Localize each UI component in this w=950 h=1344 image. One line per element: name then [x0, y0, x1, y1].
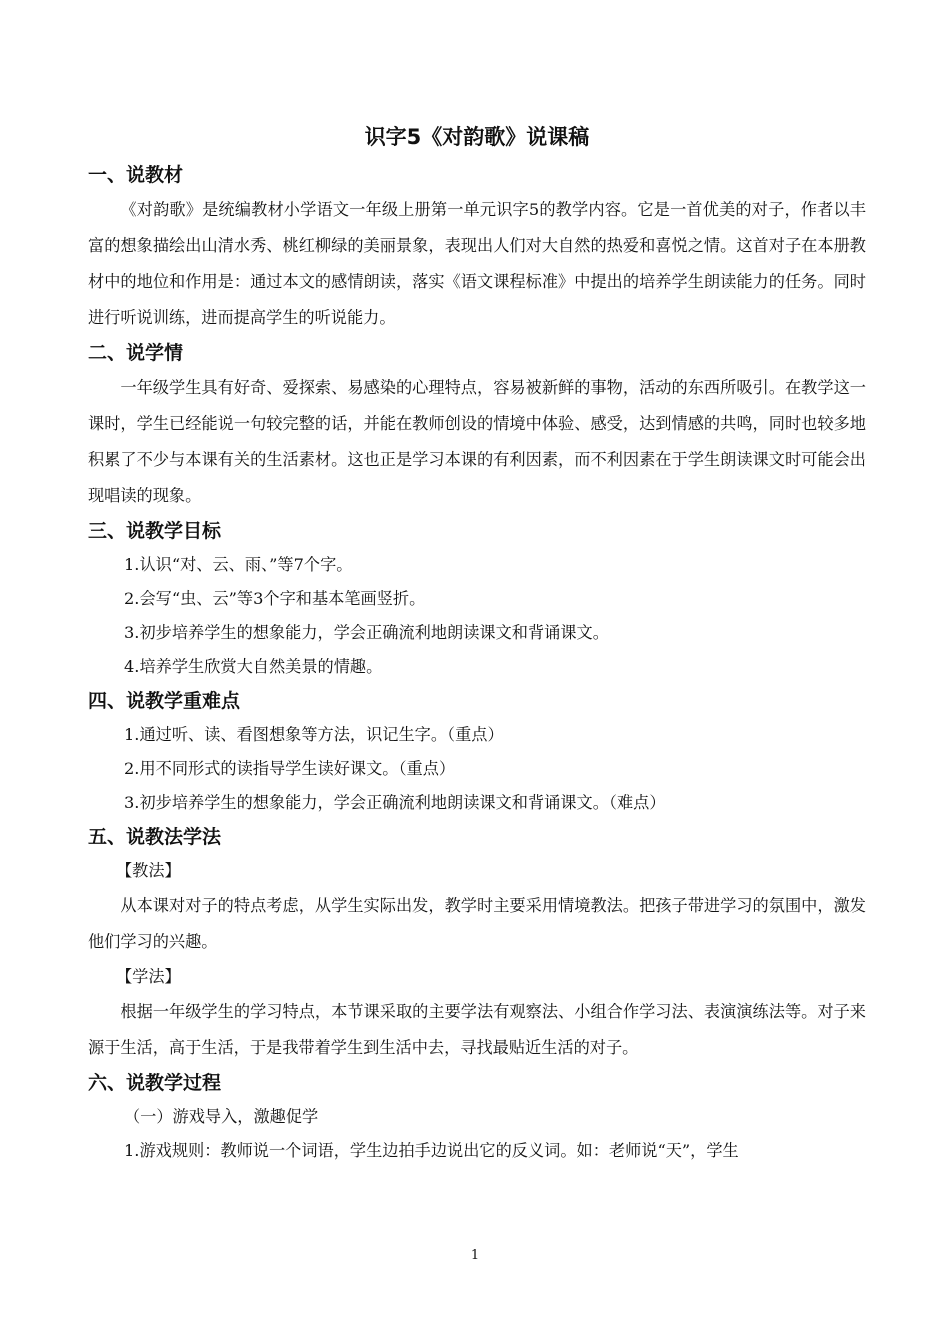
- section-heading-key-points: 四、说教学重难点: [88, 690, 241, 712]
- process-sub-heading: （一）游戏导入，激趣促学: [124, 1107, 319, 1126]
- section-heading-process: 六、说教学过程: [88, 1072, 222, 1094]
- objective-item: 1.认识“对、云、雨、”等7个字。: [124, 555, 353, 574]
- paragraph-textbook: 《对韵歌》是统编教材小学语文一年级上册第一单元识字5的教学内容。它是一首优美的对子，作者以丰富的想象描绘出山清水秀、桃红柳绿的美丽景象，表现出人们对大自然的热爱和喜悦之情。这首对子在本册教材中的地位和作用是：通过本文的感情朗读，落实《语文课程标准》中提出的培养学生朗读能力的任务。同时进行听说训练，进而提高学生的听说能力。: [88, 200, 866, 327]
- page-number: 1: [470, 1248, 480, 1263]
- learning-method-text: 根据一年级学生的学习特点，本节课采取的主要学法有观察法、小组合作学习法、表演演练法等。对子来源于生活，高于生活，于是我带着学生到生活中去，寻找最贴近生活的对子。: [88, 1002, 866, 1057]
- key-point-item: 2.用不同形式的读指导学生读好课文。（重点）: [124, 759, 456, 778]
- key-point-item: 1.通过听、读、看图想象等方法，识记生字。（重点）: [124, 725, 504, 744]
- teaching-method-label: 【教法】: [116, 861, 181, 880]
- objective-item: 3.初步培养学生的想象能力，学会正确流利地朗读课文和背诵课文。: [124, 623, 609, 642]
- process-item: 1.游戏规则：教师说一个词语，学生边拍手边说出它的反义词。如：老师说“天”，学生: [124, 1141, 739, 1160]
- document-body: [88, 118, 866, 1168]
- section-heading-learners: 二、说学情: [88, 342, 184, 364]
- learning-method-label: 【学法】: [116, 967, 181, 986]
- section-heading-textbook: 一、说教材: [88, 164, 184, 186]
- objective-item: 2.会写“虫、云”等3个字和基本笔画竖折。: [124, 589, 426, 608]
- paragraph-learners: 一年级学生具有好奇、爱探索、易感染的心理特点，容易被新鲜的事物，活动的东西所吸引。在教学这一课时，学生已经能说一句较完整的话，并能在教师创设的情境中体验、感受，达到情感的共鸣，同时也较多地积累了不少与本课有关的生活素材。这也正是学习本课的有利因素，而不利因素在于学生朗读课文时可能会出现唱读的现象。: [88, 378, 866, 505]
- objective-item: 4.培养学生欣赏大自然美景的情趣。: [124, 657, 383, 676]
- key-point-item: 3.初步培养学生的想象能力，学会正确流利地朗读课文和背诵课文。（难点）: [124, 793, 666, 812]
- document-title: 识字5《对韵歌》说课稿: [364, 125, 590, 149]
- teaching-method-text: 从本课对对子的特点考虑，从学生实际出发，教学时主要采用情境教法。把孩子带进学习的氛围中，激发他们学习的兴趣。: [88, 896, 866, 951]
- section-heading-objectives: 三、说教学目标: [88, 520, 222, 542]
- section-heading-methods: 五、说教法学法: [88, 826, 222, 848]
